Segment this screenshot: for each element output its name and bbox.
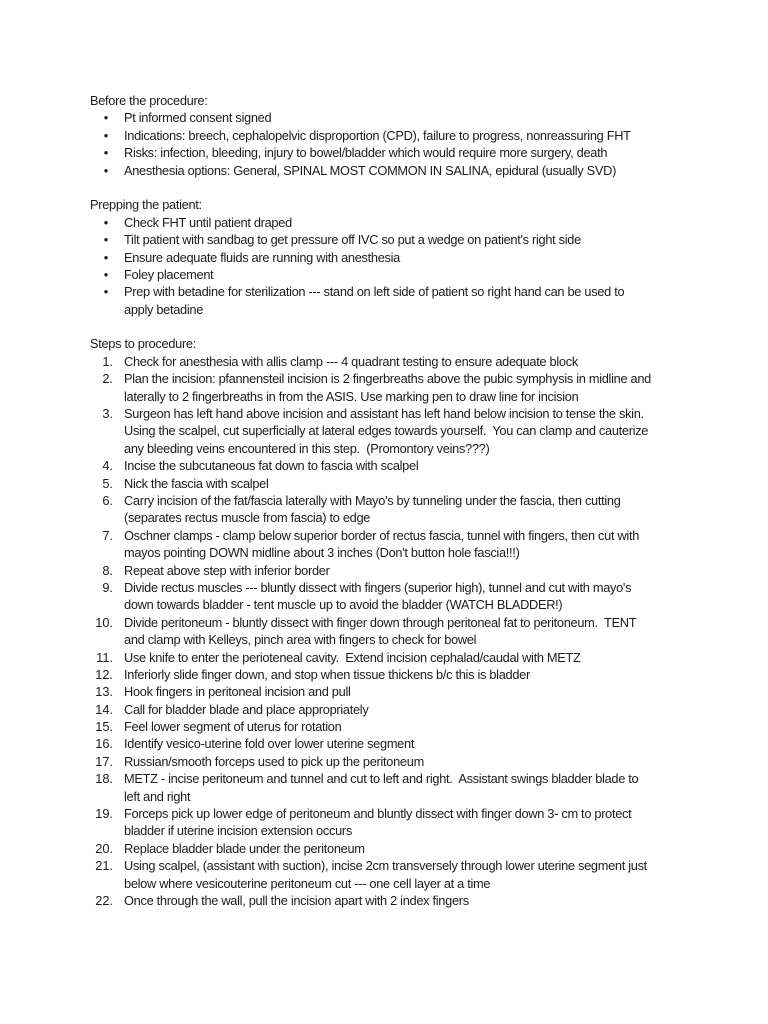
numbered-step bbox=[90, 579, 750, 614]
item-text-line: Using scalpel, (assistant with suction), incise 2cm transversely through lower uterine segment just bbox=[124, 858, 647, 874]
section-steps-to-procedure bbox=[90, 335, 750, 909]
section-heading: Steps to procedure: bbox=[90, 336, 196, 352]
numbered-step bbox=[90, 562, 750, 579]
item-text-line: Replace bladder blade under the peritoneum bbox=[124, 840, 365, 856]
numbered-step bbox=[90, 457, 750, 474]
numbered-step bbox=[90, 492, 750, 527]
item-text-line: left and right bbox=[124, 788, 191, 804]
step-number: 17. bbox=[95, 753, 113, 769]
step-number: 19. bbox=[95, 806, 113, 822]
item-text-line: Surgeon has left hand above incision and assistant has left hand below incision to tense the skin. bbox=[124, 406, 644, 422]
item-text-line: down towards bladder - tent muscle up to avoid the bladder (WATCH BLADDER!) bbox=[124, 597, 563, 613]
section-before-procedure bbox=[90, 92, 750, 179]
bullet-item bbox=[90, 214, 750, 231]
numbered-list bbox=[90, 353, 750, 910]
step-number: 12. bbox=[95, 666, 113, 682]
bullet-marker: • bbox=[103, 284, 109, 300]
bullet-marker: • bbox=[103, 145, 109, 161]
step-number: 2. bbox=[102, 371, 113, 387]
numbered-step bbox=[90, 527, 750, 562]
step-number: 3. bbox=[102, 406, 113, 422]
bullet-item bbox=[90, 109, 750, 126]
bullet-item bbox=[90, 162, 750, 179]
bullet-list bbox=[90, 214, 750, 318]
step-number: 11. bbox=[96, 649, 113, 665]
numbered-step bbox=[90, 892, 750, 909]
step-number: 13. bbox=[95, 684, 113, 700]
item-text-line: Ensure adequate fluids are running with anesthesia bbox=[124, 249, 400, 265]
step-number: 18. bbox=[95, 771, 113, 787]
numbered-step bbox=[90, 753, 750, 770]
item-text-line: Carry incision of the fat/fascia laterally with Mayo's by tunneling under the fascia, then cutting bbox=[124, 492, 621, 508]
numbered-step bbox=[90, 857, 750, 892]
step-number: 14. bbox=[95, 701, 113, 717]
item-text-line: Once through the wall, pull the incision apart with 2 index fingers bbox=[124, 892, 469, 908]
item-text-line: METZ - incise peritoneum and tunnel and cut to left and right. Assistant swings bladder blade to bbox=[124, 771, 639, 787]
item-text-line: (separates rectus muscle from fascia) to edge bbox=[124, 510, 371, 526]
item-text-line: Prep with betadine for sterilization --- stand on left side of patient so right hand can be used to bbox=[124, 284, 625, 300]
section-heading: Before the procedure: bbox=[90, 93, 208, 108]
item-text-line: Identify vesico-uterine fold over lower uterine segment bbox=[124, 736, 415, 752]
item-text-line: Forceps pick up lower edge of peritoneum and bluntly dissect with finger down 3- cm to protect bbox=[124, 806, 632, 822]
item-text-line: Call for bladder blade and place appropriately bbox=[124, 701, 369, 717]
bullet-marker: • bbox=[103, 266, 109, 282]
numbered-step bbox=[90, 840, 750, 857]
item-text-line: apply betadine bbox=[124, 301, 204, 317]
item-text-line: Pt informed consent signed bbox=[124, 110, 272, 126]
step-number: 5. bbox=[102, 475, 113, 491]
document-page bbox=[90, 92, 750, 927]
item-text-line: Risks: infection, bleeding, injury to bowel/bladder which would require more surgery, death bbox=[124, 145, 608, 161]
item-text-line: bladder if uterine incision extension occurs bbox=[124, 823, 352, 839]
numbered-step bbox=[90, 805, 750, 840]
numbered-step bbox=[90, 770, 750, 805]
item-text-line: and clamp with Kelleys, pinch area with fingers to check for bowel bbox=[124, 632, 477, 648]
bullet-list bbox=[90, 109, 750, 179]
bullet-item bbox=[90, 283, 750, 318]
bullet-marker: • bbox=[103, 127, 109, 143]
item-text-line: Incise the subcutaneous fat down to fascia with scalpel bbox=[124, 458, 419, 474]
bullet-marker: • bbox=[103, 214, 109, 230]
item-text-line: Hook fingers in peritoneal incision and pull bbox=[124, 684, 351, 700]
item-text-line: Divide rectus muscles --- bluntly dissect with fingers (superior high), tunnel and cut with mayo's bbox=[124, 579, 632, 595]
step-number: 22. bbox=[95, 892, 113, 908]
item-text-line: Check FHT until patient draped bbox=[124, 214, 292, 230]
bullet-item bbox=[90, 127, 750, 144]
step-number: 4. bbox=[102, 458, 113, 474]
numbered-step bbox=[90, 649, 750, 666]
step-number: 9. bbox=[102, 579, 113, 595]
numbered-step bbox=[90, 683, 750, 700]
bullet-marker: • bbox=[103, 110, 109, 126]
step-number: 20. bbox=[95, 840, 113, 856]
item-text-line: laterally to 2 fingerbreaths in from the ASIS. Use marking pen to draw line for incision bbox=[124, 388, 579, 404]
item-text-line: Use knife to enter the perioteneal cavity. Extend incision cephalad/caudal with METZ bbox=[124, 649, 581, 665]
item-text-line: mayos pointing DOWN midline about 3 inches (Don't button hole fascia!!!) bbox=[124, 545, 520, 561]
item-text-line: Russian/smooth forceps used to pick up the peritoneum bbox=[124, 753, 424, 769]
bullet-marker: • bbox=[103, 232, 109, 248]
section-heading: Prepping the patient: bbox=[90, 197, 202, 213]
item-text-line: Using the scalpel, cut superficially at lateral edges towards yourself. You can clamp and cauterize bbox=[124, 423, 649, 439]
item-text-line: any bleeding veins encountered in this step. (Promontory veins???) bbox=[124, 440, 490, 456]
numbered-step bbox=[90, 666, 750, 683]
step-number: 15. bbox=[95, 719, 113, 735]
step-number: 16. bbox=[95, 736, 113, 752]
numbered-step bbox=[90, 718, 750, 735]
numbered-step bbox=[90, 475, 750, 492]
numbered-step bbox=[90, 614, 750, 649]
bullet-item bbox=[90, 249, 750, 266]
numbered-step bbox=[90, 735, 750, 752]
numbered-step bbox=[90, 701, 750, 718]
step-number: 8. bbox=[102, 562, 113, 578]
item-text-line: Plan the incision: pfannensteil incision is 2 fingerbreaths above the pubic symphysis in midline and bbox=[124, 371, 651, 387]
item-text-line: Indications: breech, cephalopelvic disproportion (CPD), failure to progress, nonreassuring FHT bbox=[124, 127, 631, 143]
item-text-line: Nick the fascia with scalpel bbox=[124, 475, 269, 491]
step-number: 10. bbox=[95, 614, 113, 630]
bullet-marker: • bbox=[103, 249, 109, 265]
item-text-line: Foley placement bbox=[124, 266, 214, 282]
bullet-item bbox=[90, 144, 750, 161]
item-text-line: Oschner clamps - clamp below superior border of rectus fascia, tunnel with fingers, then cut with bbox=[124, 527, 640, 543]
item-text-line: Inferiorly slide finger down, and stop when tissue thickens b/c this is bladder bbox=[124, 666, 530, 682]
item-text-line: Divide peritoneum - bluntly dissect with finger down through peritoneal fat to peritoneum. TENT bbox=[124, 614, 637, 630]
item-text-line: below where vesicouterine peritoneum cut --- one cell layer at a time bbox=[124, 875, 491, 891]
step-number: 21. bbox=[95, 858, 113, 874]
item-text-line: Check for anesthesia with allis clamp --- 4 quadrant testing to ensure adequate block bbox=[124, 353, 578, 369]
section-prepping-patient bbox=[90, 196, 750, 318]
numbered-step bbox=[90, 370, 750, 405]
step-number: 6. bbox=[102, 492, 113, 508]
item-text-line: Tilt patient with sandbag to get pressure off IVC so put a wedge on patient's right side bbox=[124, 232, 581, 248]
item-text-line: Feel lower segment of uterus for rotation bbox=[124, 719, 342, 735]
bullet-item bbox=[90, 266, 750, 283]
numbered-step bbox=[90, 353, 750, 370]
step-number: 7. bbox=[102, 527, 113, 543]
item-text-line: Repeat above step with inferior border bbox=[124, 562, 330, 578]
numbered-step bbox=[90, 405, 750, 457]
item-text-line: Anesthesia options: General, SPINAL MOST COMMON IN SALINA, epidural (usually SVD) bbox=[124, 162, 617, 178]
bullet-item bbox=[90, 231, 750, 248]
step-number: 1. bbox=[102, 353, 113, 369]
bullet-marker: • bbox=[103, 162, 109, 178]
